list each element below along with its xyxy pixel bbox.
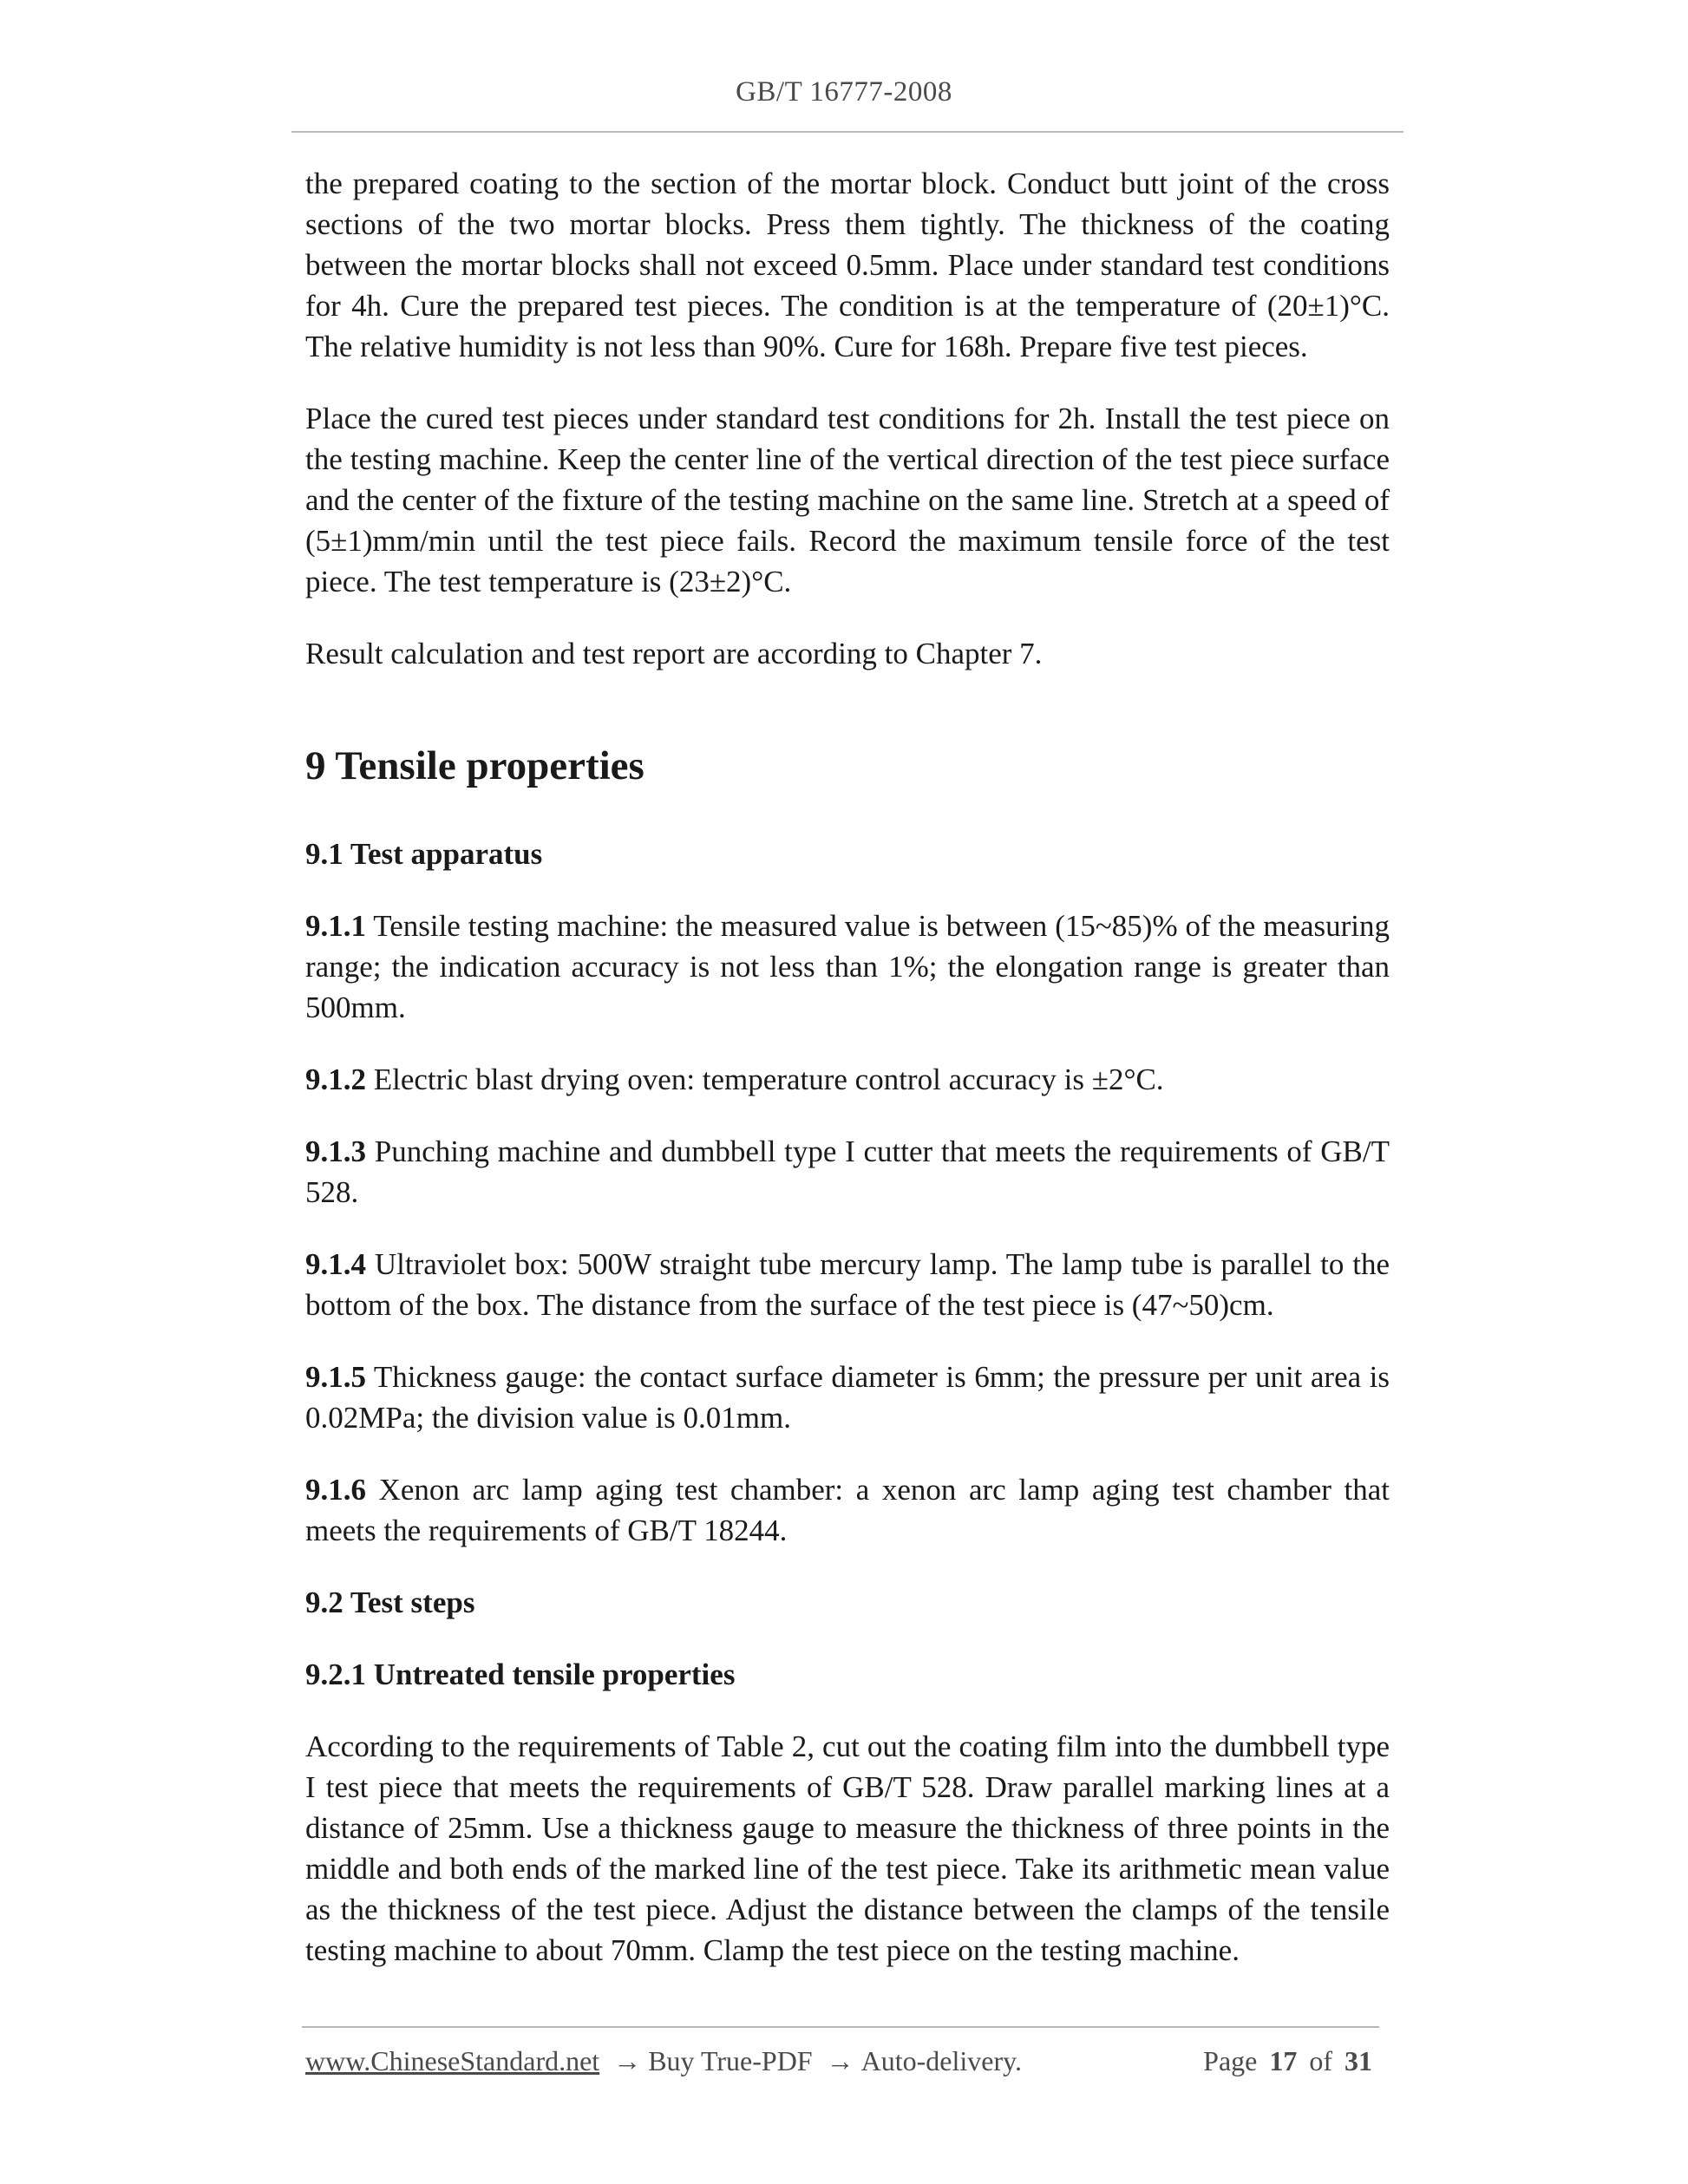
footer-divider <box>302 2026 1379 2028</box>
clause-number: 9.1.4 <box>305 1247 366 1281</box>
arrow-right-icon: → <box>826 2045 854 2076</box>
clause-number: 9.1.1 <box>305 909 366 943</box>
clause-text: Punching machine and dumbbell type I cutter that meets the requirements of GB/T 528. <box>305 1135 1390 1209</box>
paragraph-untreated-tensile-procedure: According to the requirements of Table 2, cut out the coating film into the dumbbell type I test piece that meets the requirements of GB/T 528. Draw parallel marking lines at a distance of 25mm. Use a thickness gauge to measure the thickness of three points in the middle and both ends of the marked line of the test piece. Take its arithmetic mean value as the thickness of the test piece. Adjust the distance between the clamps of the tensile testing machine to about 70mm. Clamp the test piece on the testing machine. <box>305 1730 1390 1967</box>
clause-text: Ultraviolet box: 500W straight tube mercury lamp. The lamp tube is parallel to the bottom of the box. The distance from the surface of the test piece is (47~50)cm. <box>305 1247 1390 1322</box>
document-body <box>305 163 1390 2002</box>
clause-9-1-2 <box>305 1059 1390 1100</box>
clause-text: Electric blast drying oven: temperature control accuracy is ±2°C. <box>366 1063 1164 1096</box>
subsection-heading-untreated-tensile: 9.2.1 Untreated tensile properties <box>305 1658 736 1691</box>
clause-text: Tensile testing machine: the measured value is between (15~85)% of the measuring range; the indication accuracy is not less than 1%; the elongation range is greater than 500mm. <box>305 909 1390 1024</box>
clause-number: 9.1.3 <box>305 1135 366 1168</box>
paragraph-test-procedure: Place the cured test pieces under standard test conditions for 2h. Install the test piece on the testing machine. Keep the center line of the vertical direction of the test piece surface and the center of the fixture of the testing machine on the same line. Stretch at a speed of (5±1)mm/min until the test piece fails. Record the maximum tensile force of the test piece. The test temperature is (23±2)°C. <box>305 402 1390 598</box>
footer-promo <box>305 2045 1022 2077</box>
clause-number: 9.1.5 <box>305 1360 366 1394</box>
section-heading-tensile-properties: 9 Tensile properties <box>305 743 644 788</box>
page-indicator <box>1203 2045 1377 2077</box>
clause-number: 9.1.6 <box>305 1473 366 1507</box>
of-label: of <box>1309 2045 1332 2076</box>
clause-number: 9.1.2 <box>305 1063 366 1096</box>
paragraph-coating-preparation: the prepared coating to the section of the mortar block. Conduct butt joint of the cross sections of the two mortar blocks. Press them tightly. The thickness of the coating between the mortar blocks shall not exceed 0.5mm. Place under standard test conditions for 4h. Cure the prepared test pieces. The condition is at the temperature of (20±1)°C. The relative humidity is not less than 90%. Cure for 168h. Prepare five test pieces. <box>305 167 1390 363</box>
clause-text: Thickness gauge: the contact surface diameter is 6mm; the pressure per unit area is 0.02MPa; the division value is 0.01mm. <box>305 1360 1390 1435</box>
subsection-heading-test-steps: 9.2 Test steps <box>305 1586 475 1619</box>
arrow-right-icon: → <box>613 2045 642 2076</box>
document-header-title: GB/T 16777-2008 <box>736 76 952 108</box>
page-label: Page <box>1203 2045 1258 2076</box>
buy-true-pdf-text: Buy True-PDF <box>648 2045 813 2076</box>
page-current: 17 <box>1269 2045 1298 2076</box>
auto-delivery-text: Auto-delivery. <box>860 2045 1023 2076</box>
clause-9-1-6 <box>305 1469 1390 1551</box>
website-link[interactable]: www.ChineseStandard.net <box>305 2045 600 2076</box>
paragraph-result-reference: Result calculation and test report are according to Chapter 7. <box>305 637 1043 670</box>
header-divider <box>291 131 1403 133</box>
clause-9-1-1 <box>305 906 1390 1028</box>
clause-text: Xenon arc lamp aging test chamber: a xenon arc lamp aging test chamber that meets the requirements of GB/T 18244. <box>305 1473 1390 1547</box>
clause-9-1-5 <box>305 1357 1390 1438</box>
clause-9-1-4 <box>305 1244 1390 1325</box>
subsection-heading-test-apparatus: 9.1 Test apparatus <box>305 837 543 871</box>
clause-9-1-3 <box>305 1131 1390 1213</box>
page-total: 31 <box>1345 2045 1372 2076</box>
